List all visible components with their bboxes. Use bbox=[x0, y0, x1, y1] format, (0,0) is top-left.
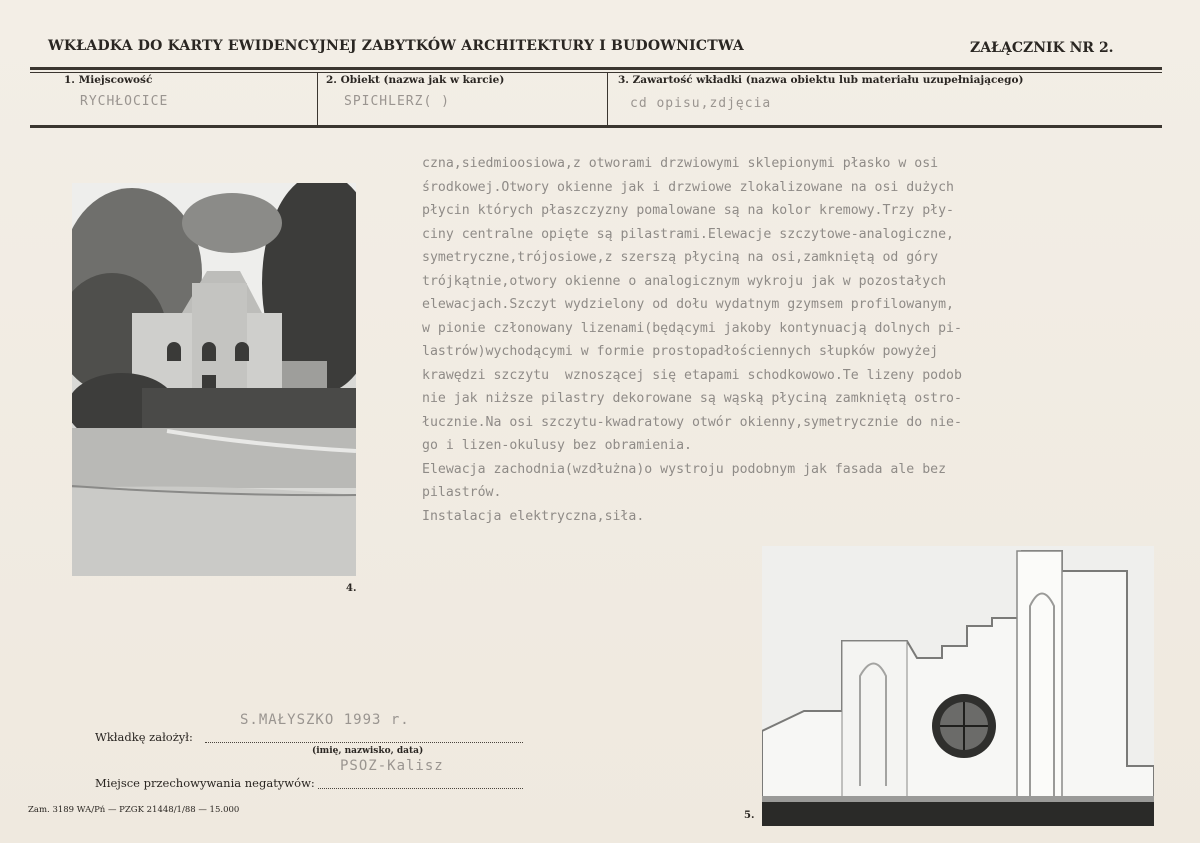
locality-label: 1. Miejscowość bbox=[64, 74, 153, 86]
field-divider bbox=[607, 72, 608, 125]
header-rule-thin bbox=[30, 72, 1162, 73]
document-title: WKŁADKA DO KARTY EWIDENCYJNEJ ZABYTKÓW ARCHITEKTURY I BUDOWNICTWA bbox=[48, 38, 744, 54]
description-line: pilastrów. bbox=[422, 485, 502, 500]
description-line: lastrów)wychodącymi w formie prostopadłościennych słupków powyżej bbox=[422, 344, 939, 359]
description-line: płycin których płaszczyzny pomalowane są na kolor kremowy.Trzy pły- bbox=[422, 203, 954, 218]
description-text bbox=[422, 152, 1142, 528]
negatives-value: PSOZ-Kalisz bbox=[340, 758, 444, 774]
description-line: czna,siedmioosiowa,z otworami drzwiowymi sklepionymi płasko w osi bbox=[422, 156, 939, 171]
author-sublabel: (imię, nazwisko, data) bbox=[312, 746, 424, 756]
photo1-number: 4. bbox=[346, 583, 357, 594]
author-label: Wkładkę założył: bbox=[95, 730, 193, 744]
object-value: SPICHLERZ( ) bbox=[344, 94, 450, 109]
content-label: 3. Zawartość wkładki (nazwa obiektu lub materiału uzupełniającego) bbox=[618, 74, 1024, 86]
description-line: środkowej.Otwory okienne jak i drzwiowe zlokalizowane na osi dużych bbox=[422, 179, 954, 195]
description-line: w pionie członowany lizenami(będącymi jakoby kontynuacją dolnych pi- bbox=[422, 320, 962, 336]
author-value: S.MAŁYSZKO 1993 r. bbox=[240, 712, 410, 728]
photo2-number: 5. bbox=[744, 810, 755, 821]
photo-granary-park bbox=[72, 183, 356, 576]
print-footer: Zam. 3189 WA/Pń — PZGK 21448/1/88 — 15.000 bbox=[28, 805, 240, 815]
photo-gable-detail bbox=[762, 546, 1154, 826]
negatives-dotline bbox=[318, 788, 523, 789]
attachment-number: ZAŁĄCZNIK NR 2. bbox=[970, 40, 1114, 56]
header-rule bbox=[30, 67, 1162, 70]
object-label: 2. Obiekt (nazwa jak w karcie) bbox=[326, 74, 505, 86]
description-line: ciny centralne opięte są pilastrami.Elewacje szczytowe-analogiczne, bbox=[422, 226, 954, 242]
description-line: go i lizen-okulusy bez obramienia. bbox=[422, 438, 692, 453]
description-line: nie jak niższe pilastry dekorowane są wąską płyciną zamkniętą ostro- bbox=[422, 391, 962, 406]
description-line: elewacjach.Szczyt wydzielony od dołu wydatnym gzymsem profilowanym, bbox=[422, 297, 954, 312]
description-line: Instalacja elektryczna,siła. bbox=[422, 508, 645, 524]
negatives-label: Miejsce przechowywania negatywów: bbox=[95, 776, 315, 790]
description-line: łucznie.Na osi szczytu-kwadratowy otwór okienny,symetrycznie do nie- bbox=[422, 414, 962, 430]
description-line: Elewacja zachodnia(wzdłużna)o wystroju podobnym jak fasada ale bez bbox=[422, 461, 947, 477]
description-line: trójkątnie,otwory okienne o analogicznym wykroju jak w pozostałych bbox=[422, 273, 947, 289]
description-line: symetryczne,trójosiowe,z szerszą płyciną na osi,zamkniętą od góry bbox=[422, 250, 939, 265]
field-divider bbox=[317, 72, 318, 125]
fields-bottom-rule bbox=[30, 125, 1162, 128]
locality-value: RYCHŁOCICE bbox=[80, 94, 169, 109]
description-line: krawędzi szczytu wznoszącej się etapami schodkowowo.Te lizeny podob bbox=[422, 367, 962, 383]
content-value: cd opisu,zdjęcia bbox=[630, 96, 772, 111]
author-dotline bbox=[205, 742, 523, 743]
